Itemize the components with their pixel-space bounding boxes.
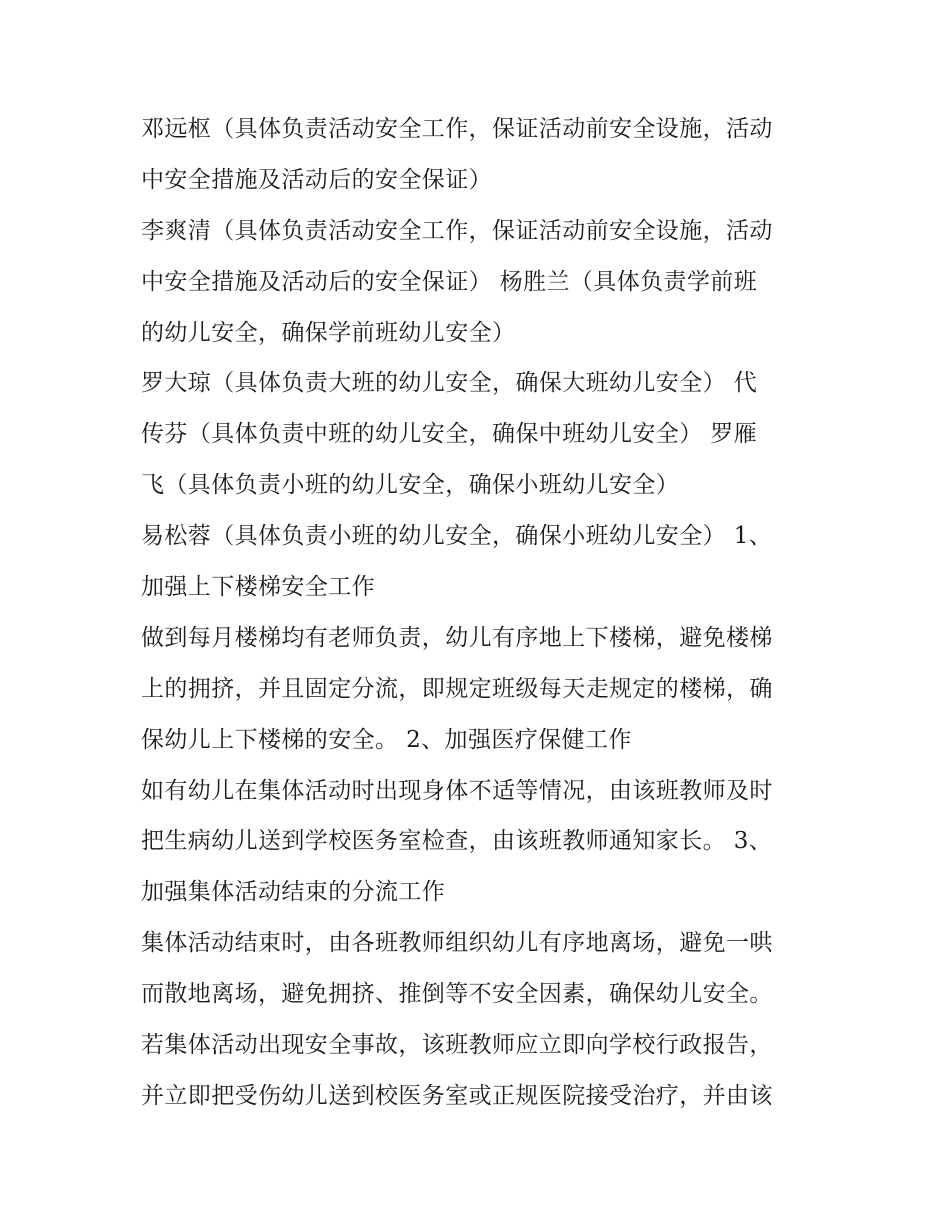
text-line: 如有幼儿在集体活动时出现身体不适等情况，由该班教师及时	[141, 777, 773, 804]
text-line: 把生病幼儿送到学校医务室检查，由该班教师通知家长。 3、	[141, 828, 773, 855]
text-line: 若集体活动出现安全事故，该班教师应立即向学校行政报告，	[141, 1032, 773, 1059]
text-line: 上的拥挤，并且固定分流，即规定班级每天走规定的楼梯，确	[141, 675, 773, 702]
text-line: 保幼儿上下楼梯的安全。 2、加强医疗保健工作	[141, 726, 632, 753]
text-line: 李爽清（具体负责活动安全工作，保证活动前安全设施，活动	[141, 217, 773, 244]
text-line: 中安全措施及活动后的安全保证） 杨胜兰（具体负责学前班	[141, 268, 758, 295]
text-line: 集体活动结束时，由各班教师组织幼儿有序地离场，避免一哄	[141, 930, 773, 957]
text-line: 加强上下楼梯安全工作	[141, 574, 375, 601]
text-line: 而散地离场，避免拥挤、推倒等不安全因素，确保幼儿安全。	[141, 981, 773, 1008]
text-line: 传芬（具体负责中班的幼儿安全，确保中班幼儿安全） 罗雁	[141, 421, 758, 448]
text-line: 加强集体活动结束的分流工作	[141, 879, 446, 906]
text-line: 邓远枢（具体负责活动安全工作，保证活动前安全设施，活动	[141, 116, 773, 142]
text-line: 中安全措施及活动后的安全保证）	[141, 166, 492, 193]
text-line: 飞（具体负责小班的幼儿安全，确保小班幼儿安全）	[141, 472, 680, 499]
text-line: 罗大琼（具体负责大班的幼儿安全，确保大班幼儿安全） 代	[141, 370, 758, 397]
document-body	[141, 104, 821, 1122]
text-line: 易松蓉（具体负责小班的幼儿安全，确保小班幼儿安全） 1、	[141, 523, 773, 550]
text-line: 的幼儿安全，确保学前班幼儿安全）	[141, 319, 516, 346]
text-line: 并立即把受伤幼儿送到校医务室或正规医院接受治疗，并由该	[141, 1082, 773, 1109]
text-line: 做到每月楼梯均有老师负责，幼儿有序地上下楼梯，避免楼梯	[141, 624, 773, 651]
